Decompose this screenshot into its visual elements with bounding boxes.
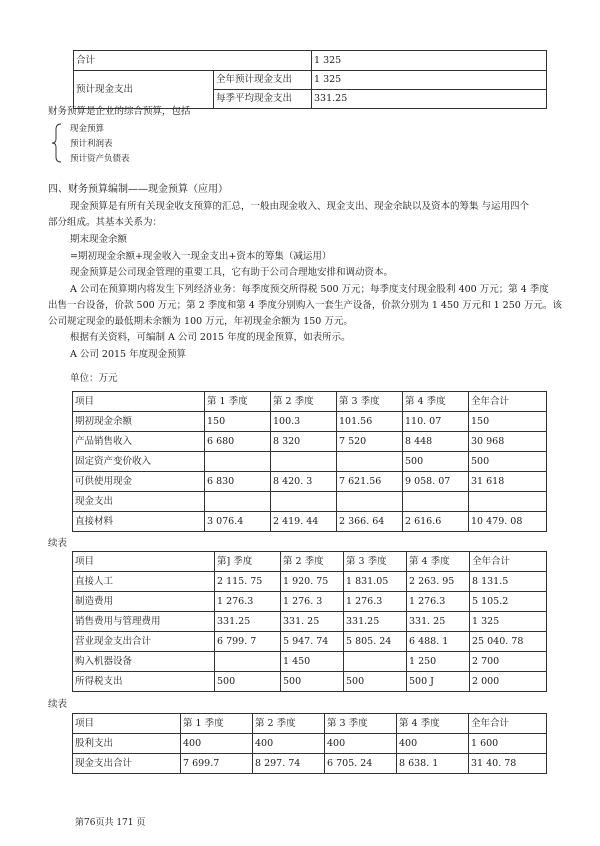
paragraph-line: 出售一台设备，价款 500 万元；第 2 季度和第 4 季度分别购入一套生产设备，价款分别为 1 450 万元和 1 250 万元。该 [48,300,562,311]
paragraph-line: 现金预算是有所有关现金收支预算的汇总，一般由现金收入、现金支出、现金余缺以及资本的筹集 与运用四个 [70,201,530,212]
paragraph-line: 公司规定现金的最低期未余额为 100 万元，年初现金余额为 150 万元。 [48,316,353,327]
table-cell: 10 479. 08 [469,512,547,532]
table-cell: 500 [281,672,344,692]
table-cell: 1 250 [407,652,470,672]
table-header-cell: 第 3 季度 [344,552,407,572]
table-cell: 101.56 [337,412,403,432]
table-cell: 直接人工 [73,572,215,592]
table-cell: 331.25 [215,612,281,632]
table-cell: 期初现金余额 [73,412,205,432]
top-summary-table [73,50,547,109]
table-cell: 2 366. 64 [337,512,403,532]
table-row [73,492,547,512]
table-cell: 6 799. 7 [215,632,281,652]
table-header-cell: 第 4 季度 [403,392,469,412]
table-row [74,71,547,90]
table-header-cell: 项目 [73,714,181,734]
table-cell: 500 [469,452,547,472]
table-cell: 2 263. 95 [407,572,470,592]
table-cell: 150 [205,412,271,432]
cash-budget-table [72,391,547,532]
budget-list-item: 预计资产负债表 [70,154,130,164]
table-cell [215,652,281,672]
table-cell: 150 [469,412,547,432]
table-cell: 2 419. 44 [271,512,337,532]
table-cell: 购入机器设备 [73,652,215,672]
table-cell: 股利支出 [73,734,181,754]
table-cell: 331.25 [312,90,547,109]
table-cell [337,452,403,472]
table-cell: 6 680 [205,432,271,452]
table-cell: 25 040. 78 [470,632,547,652]
table-title: A 公司 2015 年度现金预算 [70,349,187,360]
table-cell: 31 618 [469,472,547,492]
table-header-cell: 项目 [73,552,215,572]
table-row [73,512,547,532]
table-cell: 1 276. 3 [281,592,344,612]
table-row [73,672,547,692]
table-cell: 1 600 [469,734,547,754]
table-header-row [73,552,547,572]
formula-line: 期末现金余额 [70,234,128,245]
table-row [73,734,547,754]
unit-label: 单位：万元 [70,373,118,384]
table-cell: 6 488. 1 [407,632,470,652]
table-cell [344,652,407,672]
paragraph-line: A 公司在预算期内将发生下列经济业务：每季度预交所得税 500 万元；每季度支付现金股利 400 万元；第 4 季度 [70,284,549,295]
table-cell: 固定资产变价收入 [73,452,205,472]
table-cell [205,452,271,472]
table-cell: 销售费用与管理费用 [73,612,215,632]
table-cell: 1 325 [470,612,547,632]
table-row [73,452,547,472]
table-header-cell: 第 4 季度 [397,714,469,734]
table-cell: 8 297. 74 [253,754,325,774]
brace-icon [52,123,62,163]
continued-label: 续表 [48,699,68,710]
table-cell: 500 [215,672,281,692]
table-cell: 8 131.5 [470,572,547,592]
table-cell: 现金支出合计 [73,754,181,774]
table-row [73,632,547,652]
table-cell: 8 420. 3 [271,472,337,492]
table-row [73,412,547,432]
table-cell: 1 276.3 [407,592,470,612]
table-cell: 合计 [74,51,312,71]
paragraph-line: 部分组成。其基本关系为： [48,217,163,228]
table-cell: 1 276.3 [215,592,281,612]
table-header-cell: 第 2 季度 [271,392,337,412]
table-header-cell: 全年合计 [469,714,547,734]
table-cell: 1 920. 75 [281,572,344,592]
table-row [73,652,547,672]
table-cell: 400 [253,734,325,754]
table-cell: 110. 07 [403,412,469,432]
table-cell: 100.3 [271,412,337,432]
table-cell: 31 40. 78 [469,754,547,774]
table-cell: 6 705. 24 [325,754,397,774]
table-cell: 所得税支出 [73,672,215,692]
table-header-cell: 第 3 季度 [337,392,403,412]
table-cell: 400 [397,734,469,754]
section-heading: 四、财务预算编制——现金预算（应用） [48,184,228,195]
table-cell: 产品销售收入 [73,432,205,452]
table-header-cell: 项目 [73,392,205,412]
table-row [73,592,547,612]
table-cell: 2 000 [470,672,547,692]
table-header-row [73,392,547,412]
table-cell [403,492,469,512]
table-header-cell: 第 3 季度 [325,714,397,734]
table-header-cell: 第 1 季度 [181,714,253,734]
table-row [73,754,547,774]
table-cell: 直接材料 [73,512,205,532]
table-cell: 每季平均现金支出 [214,90,312,109]
table-cell: 预计现金支出 [74,71,214,109]
table-cell: 8 448 [403,432,469,452]
table-header-cell: 全年合计 [470,552,547,572]
table-cell: 500 [403,452,469,472]
table-header-cell: 第 2 季度 [253,714,325,734]
table-cell: 500 J [407,672,470,692]
table-cell: 2 700 [470,652,547,672]
table-header-cell: 全年合计 [469,392,547,412]
table-cell: 现金支出 [73,492,205,512]
table-cell: 400 [181,734,253,754]
table-cell: 331. 25 [281,612,344,632]
table-cell: 1 276.3 [344,592,407,612]
table-cell: 30 968 [469,432,547,452]
table-cell [469,492,547,512]
table-cell: 3 076.4 [205,512,271,532]
paragraph-line: 现金预算是公司现金管理的重要工具，它有助于公司合理地安排和调动资本。 [70,267,394,278]
table-cell [271,492,337,512]
table-cell: 7 621.56 [337,472,403,492]
table-cell: 2 115. 75 [215,572,281,592]
table-cell: 8 320 [271,432,337,452]
formula-line: =期初现金余额+现金收入一现金支出+资本的筹集（减运用） [70,251,332,262]
intro-text: 财务预算是企业的综合预算，包括 [48,106,191,117]
table-header-cell: 第] 季度 [215,552,281,572]
table-header-cell: 第 1 季度 [205,392,271,412]
table-cell: 1 325 [312,51,547,71]
table-header-row [73,714,547,734]
table-row [73,472,547,492]
cash-budget-table-continued [72,551,547,692]
table-header-cell: 第 2 季度 [281,552,344,572]
budget-list-item: 现金预算 [70,124,105,134]
table-header-cell: 第 4 季度 [407,552,470,572]
table-row [73,572,547,592]
table-cell: 1 450 [281,652,344,672]
table-cell: 7 699.7 [181,754,253,774]
table-cell [337,492,403,512]
budget-list-item: 预计利润表 [70,139,113,149]
table-cell [205,492,271,512]
table-cell: 2 616.6 [403,512,469,532]
table-cell: 制造费用 [73,592,215,612]
table-cell: 5 105.2 [470,592,547,612]
table-cell: 7 520 [337,432,403,452]
paragraph-line: 根据有关资料，可编制 A 公司 2015 年度的现金预算，如表所示。 [70,332,351,343]
table-cell: 1 325 [312,71,547,90]
table-cell: 400 [325,734,397,754]
table-cell: 331.25 [344,612,407,632]
table-cell: 5 947. 74 [281,632,344,652]
table-row [73,432,547,452]
table-row [74,51,547,71]
continued-label: 续表 [48,538,68,549]
table-cell: 8 638. 1 [397,754,469,774]
table-cell: 6 830 [205,472,271,492]
page-footer: 第76页共 171 页 [75,818,146,828]
cash-budget-table-continued-2 [72,713,547,774]
table-cell: 331. 25 [407,612,470,632]
table-cell: 5 805. 24 [344,632,407,652]
table-cell: 营业现金支出合计 [73,632,215,652]
table-cell: 1 831.05 [344,572,407,592]
table-cell: 500 [344,672,407,692]
table-cell: 全年预计现金支出 [214,71,312,90]
table-cell [271,452,337,472]
table-cell: 可供使用现金 [73,472,205,492]
table-cell: 9 058. 07 [403,472,469,492]
table-row [73,612,547,632]
